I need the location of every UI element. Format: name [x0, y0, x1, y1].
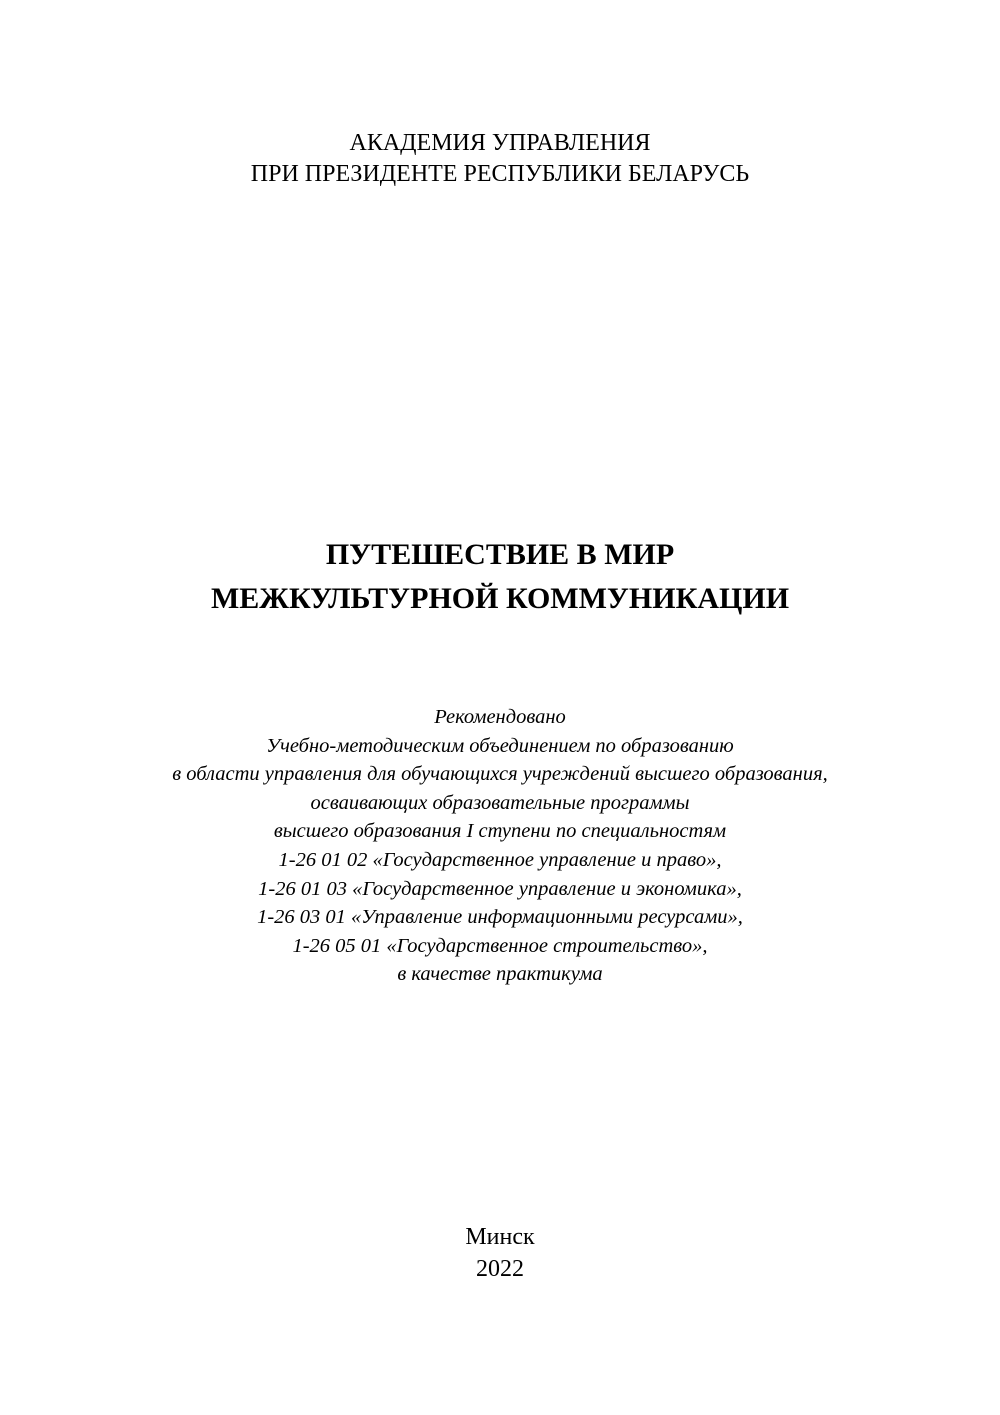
- recommendation-line: в качестве практикума: [397, 963, 603, 986]
- recommendation-line: Рекомендовано: [434, 706, 566, 728]
- recommendation-line: в области управления для обучающихся учреждений высшего образования,: [172, 763, 828, 786]
- imprint-city: Минск: [465, 1224, 535, 1250]
- institution-line-1: АКАДЕМИЯ УПРАВЛЕНИЯ: [349, 130, 651, 156]
- institution-heading: [0, 128, 1000, 190]
- title-line-2: МЕЖКУЛЬТУРНОЙ КОММУНИКАЦИИ: [210, 582, 790, 615]
- recommendation-line: 1-26 01 03 «Государственное управление и экономика»,: [258, 877, 742, 900]
- recommendation-line: 1-26 01 02 «Государственное управление и право»,: [278, 848, 722, 871]
- recommendation-note: [0, 703, 1000, 989]
- imprint: [0, 1221, 1000, 1285]
- document-title: [0, 533, 1000, 621]
- recommendation-line: Учебно-методическим объединением по образованию: [266, 734, 734, 757]
- institution-line-2: ПРИ ПРЕЗИДЕНТЕ РЕСПУБЛИКИ БЕЛАРУСЬ: [250, 161, 750, 187]
- recommendation-line: 1-26 03 01 «Управление информационными ресурсами»,: [257, 906, 743, 929]
- imprint-year: 2022: [476, 1256, 524, 1282]
- recommendation-line: осваивающих образовательные программы: [310, 791, 690, 814]
- recommendation-line: 1-26 05 01 «Государственное строительство»,: [292, 934, 708, 957]
- recommendation-line: высшего образования I ступени по специальностям: [273, 820, 727, 843]
- title-line-1: ПУТЕШЕСТВИЕ В МИР: [325, 538, 675, 571]
